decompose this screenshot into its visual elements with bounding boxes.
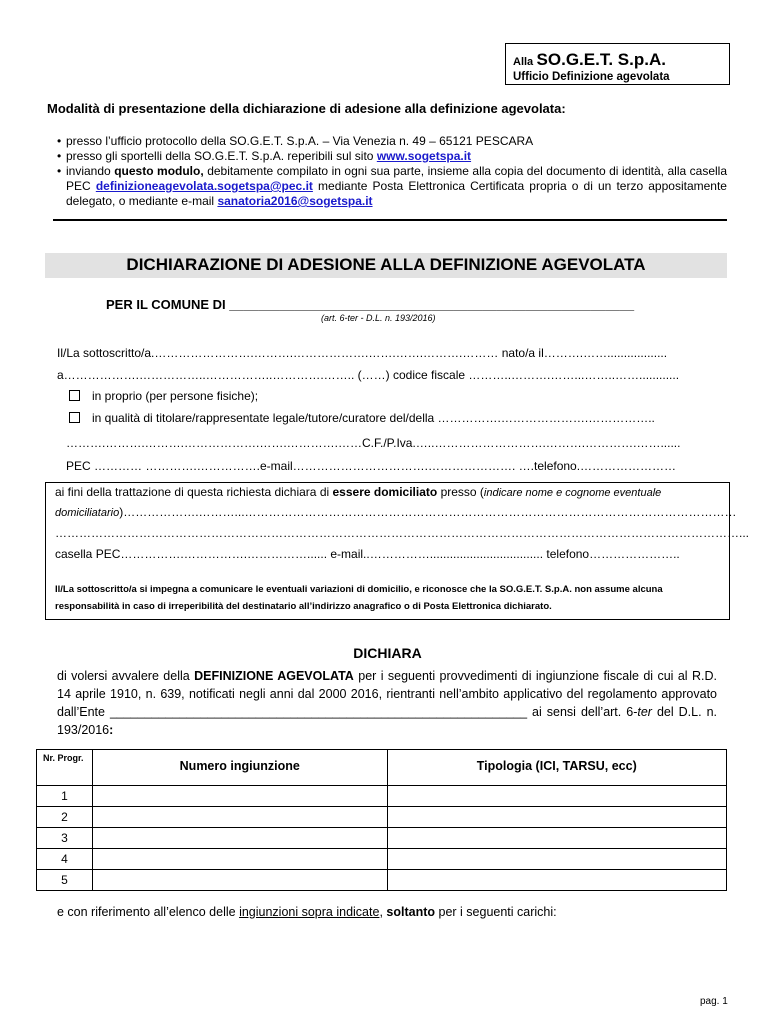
email-link[interactable]: sanatoria2016@sogetspa.it [217, 194, 373, 208]
col-nr-header: Nr. Progr. [37, 750, 93, 786]
comune-field[interactable]: PER IL COMUNE DI ________________________________________________________ [106, 297, 635, 312]
number-cell[interactable] [92, 828, 387, 849]
option-representative[interactable] [69, 411, 655, 425]
table-row [37, 870, 727, 891]
domicile-note: Il/La sottoscritto/a si impegna a comunicare le eventuali variazioni di domicilio, e riconosce che la SO.G.E.T. S.p.A. non assume alcuna responsabilità in caso di irreperibilità del destinatario all’indirizzo anagrafico o di Posta Elettronica dichiarato. [55, 584, 663, 612]
type-cell[interactable] [387, 807, 726, 828]
bullet-icon: • [57, 149, 62, 163]
recipient-office: Ufficio Definizione agevolata [513, 71, 670, 83]
option-private[interactable] [69, 389, 258, 403]
number-cell[interactable] [92, 849, 387, 870]
number-cell[interactable] [92, 786, 387, 807]
injunction-table [36, 749, 727, 891]
domicile-contact-field[interactable]: casella PEC…………….…………….……………...... e-mail..…………….................................. telefono………………….. [55, 547, 680, 561]
pec-link[interactable]: definizioneagevolata.sogetspa@pec.it [95, 179, 313, 193]
row-number: 5 [37, 870, 93, 891]
type-cell[interactable] [387, 786, 726, 807]
list-item [57, 134, 727, 149]
type-cell[interactable] [387, 849, 726, 870]
presentation-list [57, 134, 727, 209]
type-cell[interactable] [387, 870, 726, 891]
col-number-header: Numero ingiunzione [92, 750, 387, 786]
recipient-prefix: Alla [513, 56, 534, 68]
name-birthdate-field[interactable]: Il/La sottoscritto/a.…………………….……….……………….…….…….……….……… nato/a il……….…….................. [57, 346, 668, 360]
row-number: 4 [37, 849, 93, 870]
bullet-bold-text: questo modulo, [114, 164, 204, 178]
row-number: 2 [37, 807, 93, 828]
domicile-line-1: ai fini della trattazione di questa richiesta dichiara di essere domiciliato presso (indicare nome e cognome eventuale [55, 485, 662, 499]
form-title: DICHIARAZIONE DI ADESIONE ALLA DEFINIZIONE AGEVOLATA [126, 255, 646, 274]
number-cell[interactable] [92, 807, 387, 828]
recipient-company: SO.G.E.T. S.p.A. [536, 50, 666, 69]
declaration-paragraph: di volersi avvalere della DEFINIZIONE AGEVOLATA per i seguenti provvedimenti di ingiunzione fiscale di cui al R.D. 14 aprile 1910, n. 639, notificati negli anni dal 2000 2016, rientranti nell’ambito applicativo del regolamento approvato dall’Ente ____________________________________________________________ ai sensi dell’art. 6-ter del D.L. n. 193/2016: [57, 669, 717, 737]
table-row [37, 849, 727, 870]
bullet-icon: • [57, 134, 62, 148]
bullet-text: presso gli sportelli della SO.G.E.T. S.p.A. reperibili sul sito [66, 149, 374, 163]
declaration-heading: DICHIARA [353, 645, 422, 661]
table-row [37, 786, 727, 807]
bullet-icon: • [57, 164, 62, 178]
page-number: pag. 1 [700, 996, 728, 1007]
bullet-text: mediante Posta Elettronica Certificata propria o di un terzo appositamente delegato, o mediante e-mail [66, 179, 727, 208]
bullet-text: inviando [66, 164, 111, 178]
vat-field[interactable]: ……….……….……….……………….…….………….……C.F./P.Iva.…..……………………….……….………….……...... [66, 436, 681, 450]
bullet-text: presso l’ufficio protocollo della SO.G.E.T. S.p.A. – Via Venezia n. 49 – 65121 PESCARA [66, 134, 534, 148]
list-item [57, 164, 727, 209]
domicile-line-2[interactable]: domiciliatario)……………….………...…………………………………………………………………………………………………………… [55, 505, 737, 519]
domicile-line-3[interactable]: ………………………………………………………………………………………………………………………………………………………... [55, 526, 750, 540]
type-cell[interactable] [387, 828, 726, 849]
checkbox-representative[interactable] [69, 412, 80, 423]
contact-field[interactable]: PEC ………… ………….…………….e-mail…………………………….…………………. ….telefono.…………………… [66, 459, 677, 473]
row-number: 3 [37, 828, 93, 849]
checkbox-private[interactable] [69, 390, 80, 401]
article-reference: (art. 6-ter - D.L. n. 193/2016) [321, 313, 436, 323]
number-cell[interactable] [92, 870, 387, 891]
presentation-title: Modalità di presentazione della dichiarazione di adesione alla definizione agevolata: [47, 101, 566, 116]
birthplace-fiscalcode-field[interactable]: a……………….……………..……………..………….…….. (……) codice fiscale ………..……….……...……..……............ [57, 368, 680, 382]
option-representative-label: in qualità di titolare/rappresentate legale/tutore/curatore del/della …………….………………….…………….. [92, 411, 655, 425]
table-row [37, 828, 727, 849]
row-number: 1 [37, 786, 93, 807]
table-header-row [37, 750, 727, 786]
website-link[interactable]: www.sogetspa.it [376, 149, 472, 163]
table-row [37, 807, 727, 828]
bullet-text: debitamente compilato in ogni sua parte, insieme alla copia del documento di identità, alla casella PEC [66, 164, 727, 193]
recipient-box [505, 43, 730, 85]
list-item [57, 149, 727, 164]
charges-intro: e con riferimento all’elenco delle ingiunzioni sopra indicate, soltanto per i seguenti carichi: [57, 905, 557, 919]
col-type-header: Tipologia (ICI, TARSU, ecc) [387, 750, 726, 786]
section-divider [53, 219, 727, 221]
option-private-label: in proprio (per persone fisiche); [92, 389, 259, 403]
